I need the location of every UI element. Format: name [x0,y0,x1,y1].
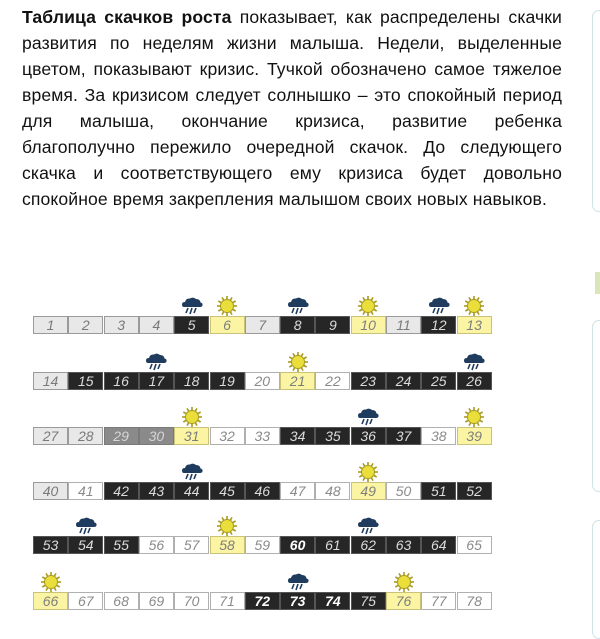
week-cell-52: 52 [457,482,492,500]
week-cell-20: 20 [245,372,280,390]
week-cell-63: 63 [386,536,421,554]
week-cell-54: 54 [68,536,103,554]
week-cell-24: 24 [386,372,421,390]
week-cell-9: 9 [315,316,350,334]
week-cell-61: 61 [315,536,350,554]
week-cell-28: 28 [68,427,103,445]
week-cell-58: 58 [210,536,245,554]
week-cell-50: 50 [386,482,421,500]
week-cell-33: 33 [245,427,280,445]
week-cell-22: 22 [315,372,350,390]
week-cell-12: 12 [421,316,456,334]
table-title-bold: Таблица скачков роста [22,7,232,27]
week-cell-70: 70 [174,592,209,610]
week-cell-1: 1 [33,316,68,334]
week-cell-62: 62 [351,536,386,554]
cloud-icon [356,515,380,537]
sun-icon [462,295,486,317]
week-cell-25: 25 [421,372,456,390]
week-cell-29: 29 [104,427,139,445]
week-cell-36: 36 [351,427,386,445]
week-cell-73: 73 [280,592,315,610]
week-cell-75: 75 [351,592,386,610]
week-cell-32: 32 [210,427,245,445]
week-cell-18: 18 [174,372,209,390]
week-cell-6: 6 [210,316,245,334]
week-cell-55: 55 [104,536,139,554]
week-cell-15: 15 [68,372,103,390]
week-cell-49: 49 [351,482,386,500]
week-cell-74: 74 [315,592,350,610]
week-cell-35: 35 [315,427,350,445]
cloud-icon [427,295,451,317]
description-text: показывает, как распределены скачки развития по неделям жизни малыша. Недели, выделенные цветом, показывают кризис. Тучкой обозначено самое тяжелое время. За кризисом следует солнышко – это спокойный период для малыша, окончание кризиса, развитие ребенка благополучно пережило очередной скачок. До следующего скачка и соответствующего ему кризиса будет довольно спокойное время закрепления малышом своих новых навыков. [22,7,562,209]
week-cell-31: 31 [174,427,209,445]
week-cell-10: 10 [351,316,386,334]
week-cell-27: 27 [33,427,68,445]
cloud-icon [462,351,486,373]
sun-icon [392,571,416,593]
week-cell-8: 8 [280,316,315,334]
week-cell-34: 34 [280,427,315,445]
week-cell-4: 4 [139,316,174,334]
sun-icon [215,295,239,317]
week-cell-23: 23 [351,372,386,390]
week-cell-3: 3 [104,316,139,334]
week-cell-44: 44 [174,482,209,500]
week-cell-59: 59 [245,536,280,554]
week-cell-40: 40 [33,482,68,500]
cloud-icon [180,295,204,317]
week-cell-26: 26 [457,372,492,390]
week-cell-42: 42 [104,482,139,500]
cloud-icon [286,571,310,593]
week-cell-45: 45 [210,482,245,500]
week-cell-43: 43 [139,482,174,500]
sun-icon [39,571,63,593]
week-cell-39: 39 [457,427,492,445]
week-cell-16: 16 [104,372,139,390]
sun-icon [356,295,380,317]
cloud-icon [286,295,310,317]
week-cell-47: 47 [280,482,315,500]
week-cell-11: 11 [386,316,421,334]
week-cell-19: 19 [210,372,245,390]
week-cell-38: 38 [421,427,456,445]
week-cell-78: 78 [457,592,492,610]
week-cell-51: 51 [421,482,456,500]
week-cell-17: 17 [139,372,174,390]
week-cell-5: 5 [174,316,209,334]
week-cell-30: 30 [139,427,174,445]
week-cell-46: 46 [245,482,280,500]
week-cell-41: 41 [68,482,103,500]
week-cell-13: 13 [457,316,492,334]
sun-icon [286,351,310,373]
week-cell-76: 76 [386,592,421,610]
week-cell-53: 53 [33,536,68,554]
sun-icon [462,406,486,428]
cloud-icon [144,351,168,373]
week-cell-71: 71 [210,592,245,610]
week-cell-72: 72 [245,592,280,610]
sun-icon [180,406,204,428]
sun-icon [356,461,380,483]
week-cell-60: 60 [280,536,315,554]
week-cell-14: 14 [33,372,68,390]
cloud-icon [356,406,380,428]
week-cell-21: 21 [280,372,315,390]
week-cell-64: 64 [421,536,456,554]
week-cell-2: 2 [68,316,103,334]
cloud-icon [74,515,98,537]
week-cell-37: 37 [386,427,421,445]
week-cell-66: 66 [33,592,68,610]
sun-icon [215,515,239,537]
week-cell-65: 65 [457,536,492,554]
week-cell-48: 48 [315,482,350,500]
week-cell-56: 56 [139,536,174,554]
week-cell-68: 68 [104,592,139,610]
week-cell-67: 67 [68,592,103,610]
cloud-icon [180,461,204,483]
week-cell-57: 57 [174,536,209,554]
week-cell-7: 7 [245,316,280,334]
week-cell-69: 69 [139,592,174,610]
week-cell-77: 77 [421,592,456,610]
